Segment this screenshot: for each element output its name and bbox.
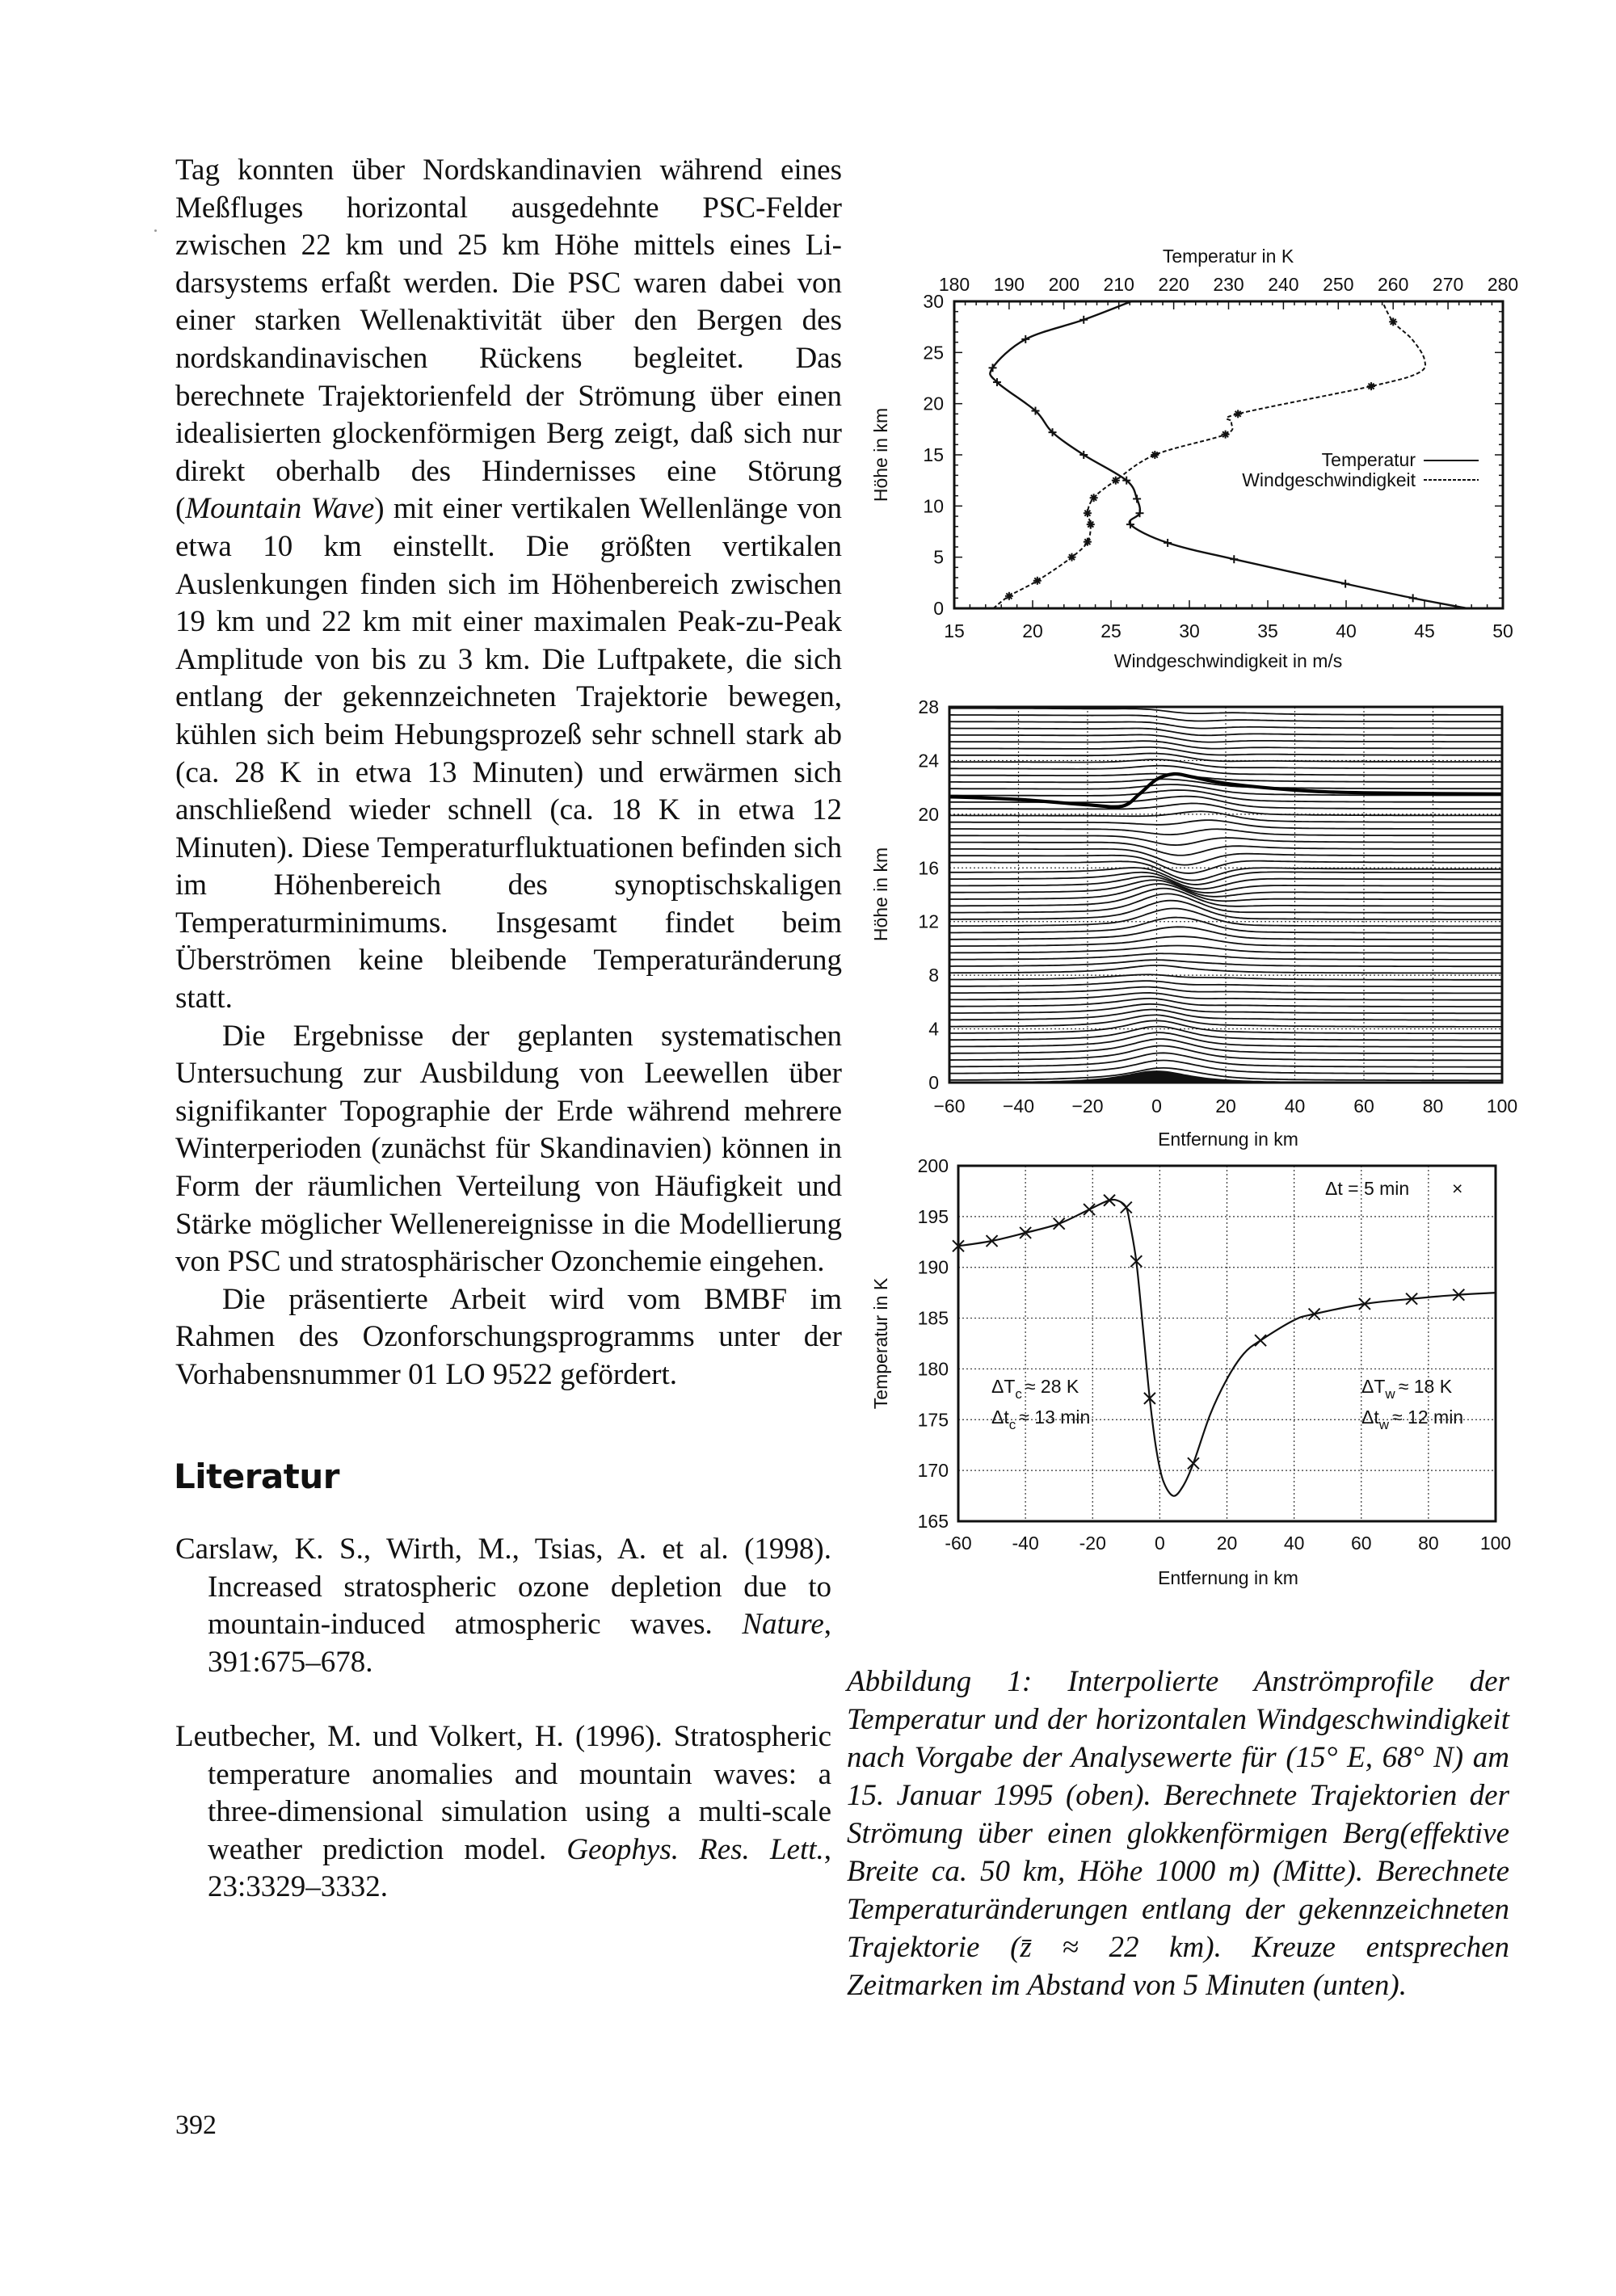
reference-list bbox=[175, 1531, 831, 1944]
minor-ticks bbox=[954, 301, 1503, 608]
svg-text:200: 200 bbox=[917, 1155, 949, 1176]
svg-text:20: 20 bbox=[1215, 1095, 1236, 1116]
reference-item: Leutbecher, M. und Volkert, H. (1996). Stratospheric temperature anomalies and mountain waves: a three-dimensional simulation using a multi-scale weather prediction model. Geophys. Res. Lett., 23:3329–3332. bbox=[175, 1720, 831, 1903]
body-paragraph: Die Ergebnisse der geplanten systematischen Untersuchung zur Ausbildung von Leewellen über signifikanter Topographie der Erde während mehrere Winterperioden (zunächst für Skandinavien) können in Form der räumlichen Verteilung von Häufigkeit und Stärke möglicher Wellenereignisse in die Modellierung von PSC und stratosphärischer Ozonchemie eingehen. bbox=[175, 1019, 842, 1279]
svg-text:35: 35 bbox=[1257, 620, 1278, 641]
scan-speck bbox=[154, 229, 157, 232]
svg-text:25: 25 bbox=[923, 342, 944, 364]
legend-temperature-label: Temperatur bbox=[1321, 449, 1416, 470]
svg-text:230: 230 bbox=[1213, 274, 1244, 295]
svg-text:60: 60 bbox=[1350, 1533, 1372, 1554]
svg-text:-20: -20 bbox=[1079, 1533, 1106, 1554]
svg-text:80: 80 bbox=[1422, 1095, 1444, 1116]
y-axis-ticks bbox=[923, 291, 944, 619]
svg-text:Δtw≈ 12 min: $\Delta t_w \approx 12$ min bbox=[1361, 1407, 1464, 1432]
svg-text:−60: −60 bbox=[933, 1095, 966, 1116]
top-axis-title: Temperatur in K bbox=[1162, 246, 1294, 267]
annotation-warming bbox=[1361, 1376, 1463, 1432]
svg-text:24: 24 bbox=[918, 750, 939, 772]
svg-text:190: 190 bbox=[993, 274, 1025, 295]
figure-caption: Abbildung 1: Interpolierte Anströmprofile der Temperatur und der horizontalen Windgeschwindigkeit nach Vorgabe der Analysewerte für (15° E, 68° N) am 15. Januar 1995 (oben). Berechnete Trajektorien der Strömung über einen glokkenförmigen Berg(effektive Breite ca. 50 km, Höhe 1000 m) (Mitte). Berechnete Temperaturänderungen entlang der gekennzeichneten Trajektorie (z̄ ≈ 22 km). Kreuze entsprechen Zeitmarken im Abstand von 5 Minuten (unten). bbox=[847, 1665, 1509, 2002]
svg-text:16: 16 bbox=[918, 857, 939, 879]
y-axis-title: Höhe in km bbox=[870, 847, 891, 942]
plot-frame bbox=[954, 301, 1503, 608]
svg-text:260: 260 bbox=[1378, 274, 1409, 295]
svg-text:195: 195 bbox=[917, 1205, 949, 1227]
temperature-curve bbox=[958, 1200, 1496, 1496]
svg-text:-60: -60 bbox=[945, 1533, 972, 1554]
svg-text:50: 50 bbox=[1492, 620, 1513, 641]
legend-marker: × bbox=[1452, 1178, 1463, 1199]
svg-text:190: 190 bbox=[917, 1256, 949, 1278]
body-text bbox=[175, 152, 842, 1394]
svg-text:−20: −20 bbox=[1071, 1095, 1104, 1116]
x-axis-ticks bbox=[945, 1533, 1511, 1554]
x-axis-ticks bbox=[944, 620, 1513, 641]
y-axis-ticks bbox=[918, 1155, 949, 1532]
x-axis-title: Entfernung in km bbox=[1158, 1129, 1298, 1150]
temperature-markers bbox=[989, 316, 1417, 603]
svg-text:60: 60 bbox=[1353, 1095, 1374, 1116]
svg-text:80: 80 bbox=[1418, 1533, 1439, 1554]
svg-text:15: 15 bbox=[944, 620, 965, 641]
body-paragraph: Tag konnten über Nordskandinavien während eines Meßfluges horizontal ausgedehnte PSC-Felder zwischen 22 km und 25 km Höhe mittels eines Lidarsystems erfaßt werden. Die PSC waren dabei von einer starken Wellenaktivität über den Bergen des nordskandinavischen Rückens begleitet. Das berechnete Trajektorienfeld der Strömung über einen idealisierten glockenförmigen Berg zeigt, daß sich nur direkt oberhalb des Hindernisses eine Störung (Mountain Wave) mit einer vertikalen Wellenlänge von etwa 10 km einstellt. Die größten vertikalen Auslenkungen finden sich im Höhenbereich zwischen 19 km und 22 km mit einer maximalen Peak-zu-Peak Amplitude von bis zu 3 km. Die Luftpakete, die sich entlang der gekennzeichneten Trajektorie bewegen, kühlen sich beim Hebungsprozeß sehr schnell stark ab (ca. 28 K in etwa 13 Minuten) und erwärmen sich anschließend wieder schnell (ca. 18 K in etwa 12 Minuten). Diese Temperaturfluktuationen befinden sich im Höhenbereich des synoptischskaligen Temperaturminimums. Insgesamt findet beim Überströmen keine bleibende Temperaturänderung statt. bbox=[175, 153, 842, 1016]
svg-text:28: 28 bbox=[918, 696, 939, 717]
x-axis-title: Entfernung in km bbox=[1158, 1567, 1298, 1588]
svg-text:0: 0 bbox=[1154, 1533, 1165, 1554]
x-axis-title: Windgeschwindigkeit in m/s bbox=[1113, 650, 1343, 671]
svg-text:20: 20 bbox=[1022, 620, 1043, 641]
time-markers bbox=[953, 1195, 1464, 1470]
grid-lines bbox=[958, 1166, 1496, 1521]
svg-text:180: 180 bbox=[917, 1358, 949, 1380]
svg-text:4: 4 bbox=[928, 1018, 939, 1040]
svg-text:0: 0 bbox=[933, 598, 944, 619]
svg-text:180: 180 bbox=[938, 274, 970, 295]
svg-text:20: 20 bbox=[1216, 1533, 1238, 1554]
svg-text:100: 100 bbox=[1479, 1533, 1512, 1554]
svg-text:40: 40 bbox=[1336, 620, 1357, 641]
plot-frame bbox=[958, 1166, 1496, 1521]
body-paragraph: Die präsentierte Arbeit wird vom BMBF im Rahmen des Ozonforschungsprogramms unter der Vorhabensnummer 01 LO 9522 gefördert. bbox=[175, 1282, 842, 1391]
svg-text:250: 250 bbox=[1323, 274, 1354, 295]
svg-text:Δtc≈ 13 min: $\Delta t_c \approx 13$ min bbox=[991, 1407, 1091, 1432]
svg-text:40: 40 bbox=[1283, 1533, 1305, 1554]
wind-speed-line bbox=[994, 301, 1426, 608]
svg-text:30: 30 bbox=[923, 291, 944, 312]
svg-text:45: 45 bbox=[1414, 620, 1435, 641]
svg-text:30: 30 bbox=[1179, 620, 1200, 641]
svg-text:220: 220 bbox=[1158, 274, 1189, 295]
chart-bottom-temperature bbox=[870, 1155, 1511, 1588]
svg-text:200: 200 bbox=[1048, 274, 1079, 295]
mountain-shape bbox=[949, 1070, 1502, 1083]
svg-text:100: 100 bbox=[1486, 1095, 1518, 1116]
y-axis-title: Höhe in km bbox=[870, 407, 891, 503]
svg-text:280: 280 bbox=[1487, 274, 1519, 295]
chart-top-profiles bbox=[870, 246, 1518, 671]
svg-text:210: 210 bbox=[1103, 274, 1134, 295]
svg-text:ΔTw≈ 18 K: $\Delta T_w \approx 18$ K bbox=[1361, 1376, 1453, 1402]
y-axis-ticks bbox=[918, 696, 939, 1093]
svg-text:165: 165 bbox=[917, 1511, 949, 1532]
chart-middle-trajectories bbox=[870, 696, 1517, 1150]
svg-text:5: 5 bbox=[933, 546, 944, 568]
legend-wind-label: Windgeschwindigkeit bbox=[1242, 469, 1416, 490]
temperature-line bbox=[990, 301, 1467, 608]
wind-markers bbox=[1005, 317, 1397, 599]
svg-text:270: 270 bbox=[1432, 274, 1464, 295]
svg-text:12: 12 bbox=[918, 910, 939, 932]
svg-text:170: 170 bbox=[917, 1460, 949, 1482]
svg-text:ΔTc≈ 28 K: $\Delta T_c \approx 28$ K bbox=[991, 1376, 1079, 1402]
svg-text:20: 20 bbox=[918, 803, 939, 825]
svg-text:0: 0 bbox=[928, 1072, 939, 1093]
svg-text:8: 8 bbox=[928, 965, 939, 986]
svg-text:240: 240 bbox=[1268, 274, 1299, 295]
svg-text:0: 0 bbox=[1151, 1095, 1162, 1116]
legend-label: Δt = 5 min bbox=[1325, 1178, 1410, 1199]
svg-text:25: 25 bbox=[1100, 620, 1122, 641]
reference-item: Carslaw, K. S., Wirth, M., Tsias, A. et al. (1998). Increased stratospheric ozone depletion due to mountain-induced atmospheric waves. Nature, 391:675–678. bbox=[175, 1533, 831, 1679]
svg-text:185: 185 bbox=[917, 1307, 949, 1329]
annotation-cooling bbox=[991, 1376, 1090, 1432]
page-number: 392 bbox=[175, 2110, 217, 2140]
svg-text:−40: −40 bbox=[1002, 1095, 1035, 1116]
svg-text:40: 40 bbox=[1284, 1095, 1306, 1116]
grid-lines bbox=[949, 707, 1502, 1083]
svg-text:20: 20 bbox=[923, 393, 944, 414]
x-axis-ticks bbox=[933, 1095, 1517, 1116]
trajectory-lines bbox=[949, 709, 1502, 1081]
y-axis-title: Temperatur in K bbox=[870, 1277, 891, 1410]
top-axis-ticks bbox=[939, 274, 1518, 295]
svg-text:-40: -40 bbox=[1012, 1533, 1039, 1554]
svg-text:175: 175 bbox=[917, 1409, 949, 1431]
plot-frame bbox=[949, 707, 1502, 1083]
svg-text:10: 10 bbox=[923, 495, 944, 517]
svg-text:15: 15 bbox=[923, 444, 944, 465]
references-heading: Literatur bbox=[174, 1457, 339, 1496]
